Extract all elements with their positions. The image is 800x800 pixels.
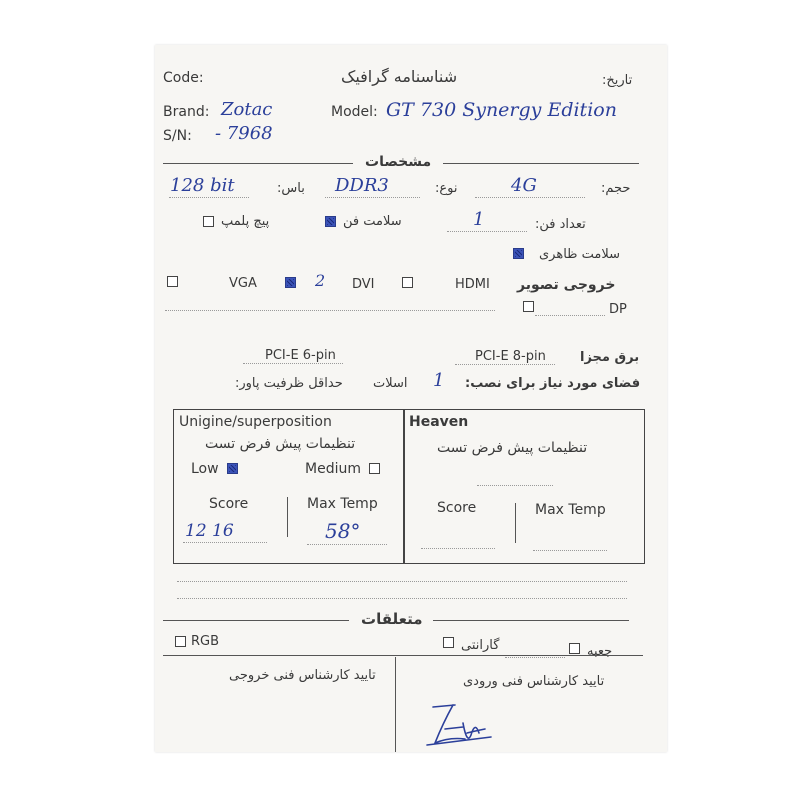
heaven-score-label: Score bbox=[437, 500, 477, 516]
dvi-label: DVI bbox=[352, 277, 375, 292]
accessories-title: متعلقات bbox=[361, 610, 423, 628]
hdmi-checkbox[interactable] bbox=[402, 277, 413, 288]
heaven-panel bbox=[403, 409, 645, 564]
heaven-max-temp-label: Max Temp bbox=[535, 502, 606, 518]
type-label: نوع: bbox=[435, 181, 458, 196]
box-label: جعبه bbox=[587, 644, 613, 659]
pcie6-label: PCI-E 6-pin bbox=[265, 348, 336, 363]
dp-label: DP bbox=[609, 302, 627, 317]
unigine-preset-label: تنظیمات پیش فرض تست bbox=[205, 436, 356, 452]
unigine-score-label: Score bbox=[209, 496, 249, 512]
sn-label: S/N: bbox=[163, 128, 192, 144]
heaven-preset-label: تنظیمات پیش فرض تست bbox=[437, 440, 588, 456]
appearance-checkbox[interactable] bbox=[513, 248, 524, 259]
inbound-approval-label: تایید کارشناس فنی ورودی bbox=[463, 674, 605, 689]
outputs-label: خروجی تصویر bbox=[517, 277, 616, 293]
box-checkbox[interactable] bbox=[569, 643, 580, 654]
sn-value: - 7968 bbox=[215, 123, 273, 144]
rgb-checkbox[interactable] bbox=[175, 636, 186, 647]
medium-checkbox[interactable] bbox=[369, 463, 380, 474]
dvi-checkbox[interactable] bbox=[285, 277, 296, 288]
form-title: شناسنامه گرافیک bbox=[341, 67, 458, 86]
signature bbox=[425, 693, 495, 753]
dvi-count: 2 bbox=[315, 271, 326, 290]
graphics-card-form bbox=[155, 45, 667, 752]
type-value: DDR3 bbox=[335, 175, 389, 196]
appearance-label: سلامت ظاهری bbox=[539, 247, 621, 262]
fan-health-label: سلامت فن bbox=[343, 214, 402, 229]
heaven-title: Heaven bbox=[409, 414, 469, 430]
rgb-label: RGB bbox=[191, 634, 220, 649]
fan-count-label: تعداد فن: bbox=[535, 217, 586, 232]
unigine-score-value: 12 16 bbox=[185, 521, 234, 541]
unigine-max-temp-value: 58° bbox=[325, 519, 361, 543]
warranty-label: گارانتی bbox=[461, 638, 500, 653]
hdmi-label: HDMI bbox=[455, 277, 490, 292]
screws-checkbox[interactable] bbox=[203, 216, 214, 227]
model-label: Model: bbox=[331, 104, 378, 120]
power-label: برق مجزا bbox=[580, 350, 640, 365]
bus-label: باس: bbox=[277, 181, 305, 196]
low-checkbox[interactable] bbox=[227, 463, 238, 474]
brand-value: Zotac bbox=[221, 99, 273, 120]
date-label: تاریخ: bbox=[602, 73, 633, 88]
low-label: Low bbox=[191, 461, 219, 477]
unigine-max-temp-label: Max Temp bbox=[307, 496, 378, 512]
specs-title: مشخصات bbox=[365, 154, 432, 170]
pcie8-label: PCI-E 8-pin bbox=[475, 349, 546, 364]
capacity-label: حجم: bbox=[601, 181, 631, 196]
warranty-checkbox[interactable] bbox=[443, 637, 454, 648]
bus-value: 128 bit bbox=[170, 175, 235, 196]
dp-checkbox[interactable] bbox=[523, 301, 534, 312]
model-value: GT 730 Synergy Edition bbox=[386, 99, 617, 121]
psu-label: حداقل ظرفیت پاور: bbox=[235, 376, 343, 391]
vga-label: VGA bbox=[229, 276, 257, 291]
fan-count-value: 1 bbox=[473, 209, 485, 230]
screws-label: پیچ پلمپ bbox=[221, 214, 270, 229]
vga-checkbox[interactable] bbox=[167, 276, 178, 287]
space-label: فضای مورد نیاز برای نصب: bbox=[465, 376, 641, 391]
medium-label: Medium bbox=[305, 461, 361, 477]
slots-label: اسلات bbox=[373, 376, 408, 391]
outbound-approval-label: تایید کارشناس فنی خروجی bbox=[229, 668, 376, 683]
code-label: Code: bbox=[163, 70, 204, 86]
brand-label: Brand: bbox=[163, 104, 210, 120]
slots-value: 1 bbox=[433, 370, 445, 391]
unigine-title: Unigine/superposition bbox=[179, 414, 332, 430]
capacity-value: 4G bbox=[511, 175, 537, 196]
fan-health-checkbox[interactable] bbox=[325, 216, 336, 227]
